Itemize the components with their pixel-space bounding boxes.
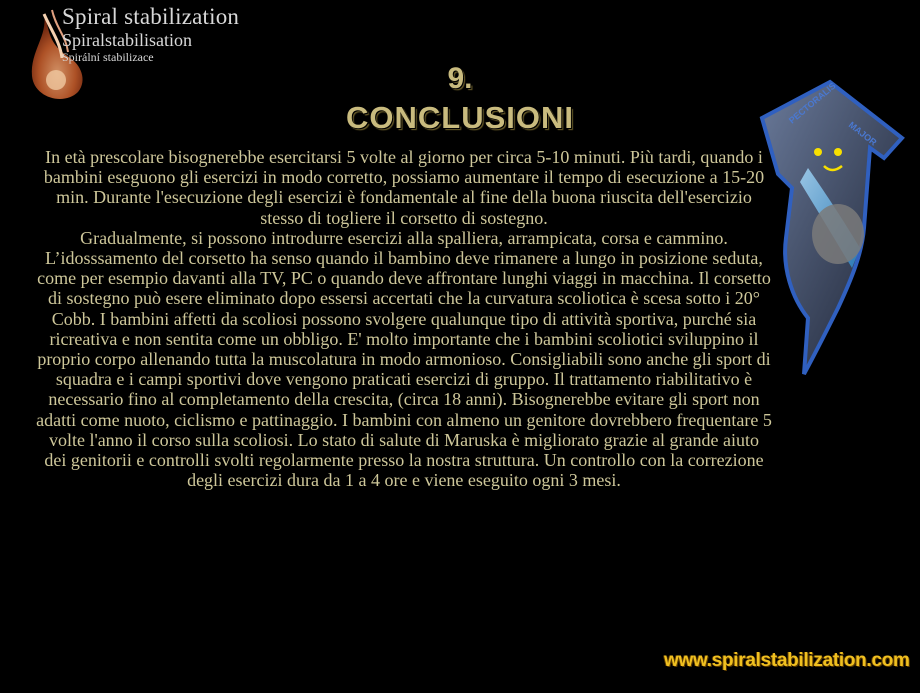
paragraph-1: In età prescolare bisognerebbe esercitarsi 5 volte al giorno per circa 5-10 minuti. Più tardi, quando i bambini eseguono gli esercizi in modo corretto, possiamo aumentare il tempo di esecuzione a 15-20 min. Durante l'esecuzione degli esercizi è fondamentale al fine della buona riuscita dell'esercizio stesso di togliere il corsetto di sostegno. [43,147,765,228]
body-text [36,147,772,490]
brand-line-cz: Spirální stabilizace [62,50,154,64]
website-link[interactable]: www.spiralstabilization.com [664,650,910,671]
paragraph-2: Gradualmente, si possono introdurre esercizi alla spalliera, arrampicata, corsa e cammino. L’idosssamento del corsetto ha senso quando il bambino deve rimanere a lungo in posizione seduta, come per esempio davanti alla TV, PC o quando deve affrontare lunghi viaggi in macchina. Il corsetto di sostegno può esere eliminato dopo essersi accertati che la curvatura scoliotica è scesa sotto i 20° Cobb. I bambini affetti da scoliosi possono svolgere qualunque tipo di attività sportiva, purché sia ricreativa e non sentita come un obbligo. E' molto importante che i bambini scoliotici sviluppino il proprio corpo allenando tutta la muscolatura in modo armonioso. Consigliabili sono anche gli sport di squadra e i campi sportivi dove vengono praticati esercizi di gruppo. Il trattamento riabilitativo è necessario fino al completamento della crescita, (circa 18 anni). Bisognerebbe evitare gli sport non adatti come nuoto, ciclismo e pattinaggio. I bambini con almeno un genitore dovrebbero frequentare 5 volte l'anno il corso sulla scoliosi. Lo stato di salute di Maruska è migliorato grazie al grande aiuto dei genitorii e controlli svolti regolarmente presso la nostra struttura. Un controllo con la correzione degli esercizi dura da 1 a 4 ore e viene eseguito ogni 3 mesi. [36,227,772,491]
pectoralis-major-figure-icon [752,78,912,378]
brand-title-block [62,4,239,64]
section-number: 9. [447,62,473,95]
figure-label-major: MAJOR [846,119,879,148]
page-title: CONCLUSIONI [346,100,574,135]
brand-line-de: Spiralstabilisation [62,30,192,50]
figure-label-pectoralis: PECTORALIS [786,80,838,126]
brand-line-en: Spiral stabilization [62,4,240,29]
